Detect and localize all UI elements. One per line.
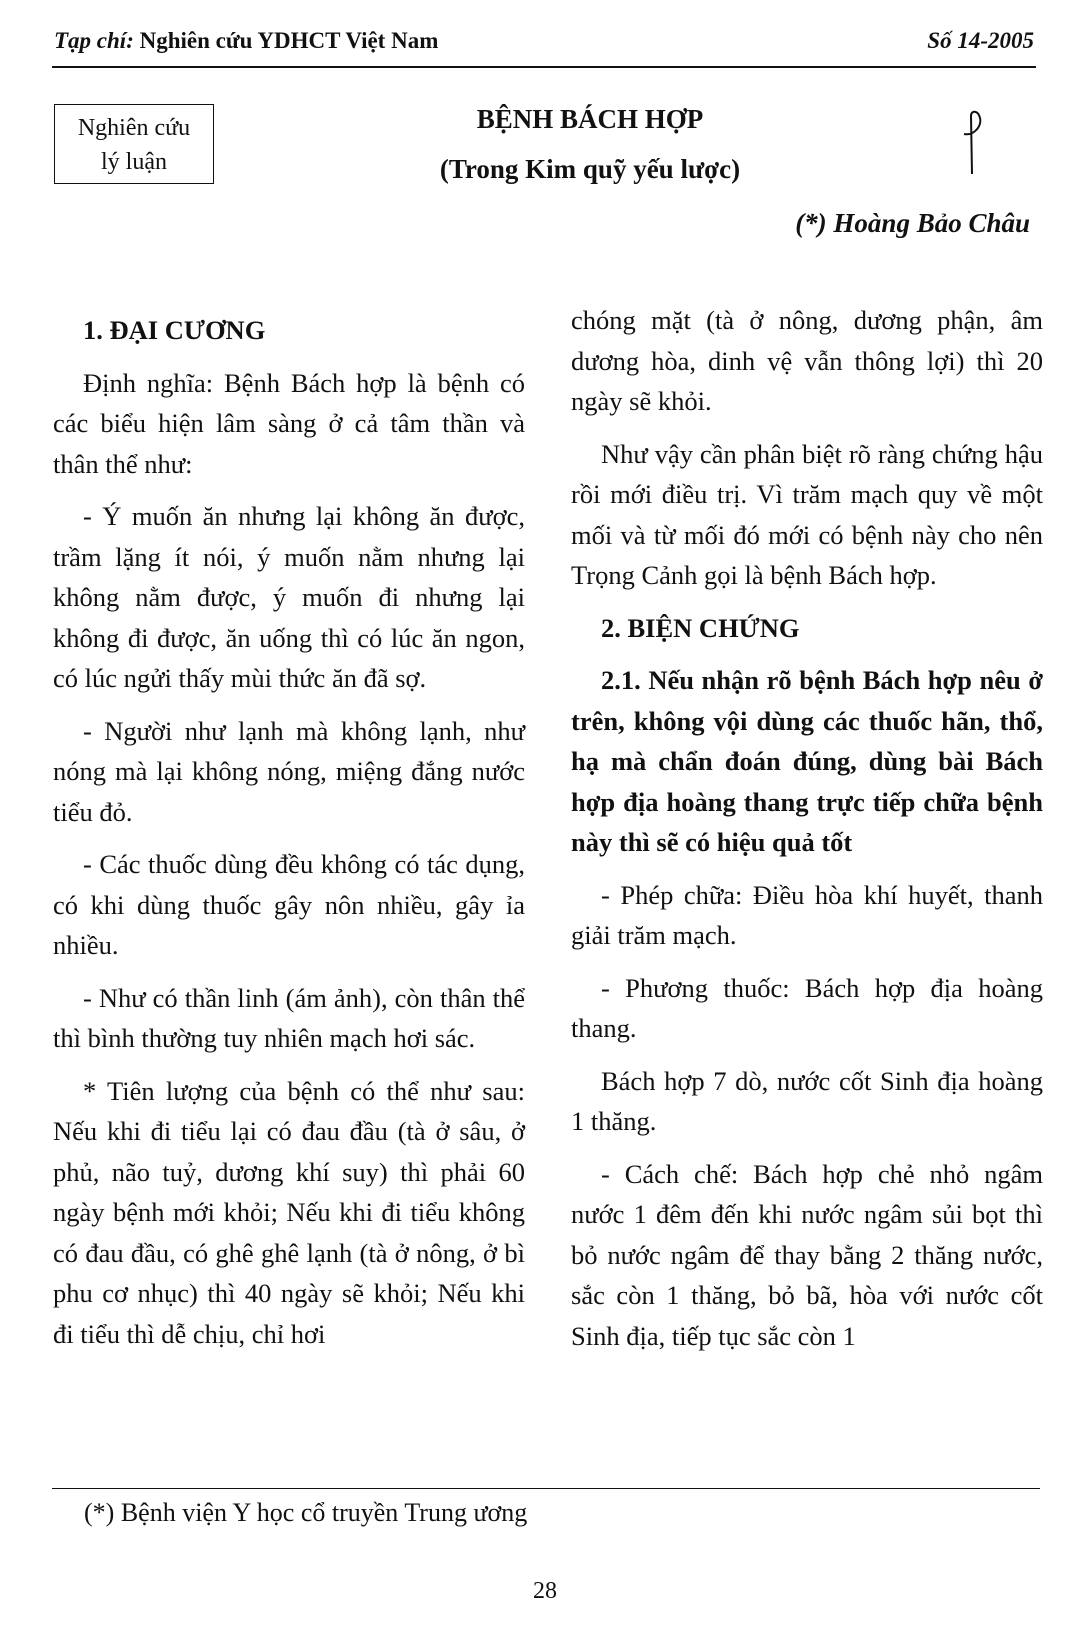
paragraph: - Phương thuốc: Bách hợp địa hoàng thang.	[571, 972, 1043, 1043]
section-heading: 2. BIỆN CHỨNG	[601, 612, 800, 643]
section-box-line: Nghiên cứu	[77, 115, 191, 141]
paragraph: Bách hợp 7 dò, nước cốt Sinh địa hoàng 1 thăng.	[571, 1065, 1043, 1136]
paragraph: Định nghĩa: Bệnh Bách hợp là bệnh có các biểu hiện lâm sàng ở cả tâm thần và thân thể như:	[53, 367, 525, 479]
paragraph: Như vậy cần phân biệt rõ ràng chứng hậu rồi mới điều trị. Vì trăm mạch quy về một mối và từ mối đó mới có bệnh này cho nên Trọng Cảnh gọi là bệnh Bách hợp.	[571, 438, 1043, 590]
subsection-heading: 2.1. Nếu nhận rõ bệnh Bách hợp nêu ở trên, không vội dùng các thuốc hãn, thổ, hạ mà chẩn đoán đúng, dùng bài Bách hợp địa hoàng thang trực tiếp chữa bệnh này thì sẽ có hiệu quả tốt	[571, 665, 1043, 857]
left-column	[53, 310, 525, 1366]
section-heading: 1. ĐẠI CƯƠNG	[83, 315, 266, 345]
paragraph: - Cách chế: Bách hợp chẻ nhỏ ngâm nước 1 đêm đến khi nước ngâm sủi bọt thì bỏ nước ngâm để thay bằng 2 thăng nước, sắc còn 1 thăng, bỏ bã, hòa với nước cốt Sinh địa, tiếp tục sắc còn 1	[571, 1158, 1043, 1351]
header-rule	[52, 66, 1036, 68]
paragraph: chóng mặt (tà ở nông, dương phận, âm dương hòa, dinh vệ vẫn thông lợi) thì 20 ngày sẽ khỏi.	[571, 305, 1043, 416]
journal-title: Tạp chí: Nghiên cứu YDHCT Việt Nam	[54, 28, 439, 53]
article-subtitle: (Trong Kim quỹ yếu lược)	[439, 154, 741, 184]
footnote-rule	[52, 1488, 1040, 1489]
handwritten-mark-icon	[958, 108, 988, 178]
article-title: BỆNH BÁCH HỢP	[476, 104, 704, 134]
paragraph: - Người như lạnh mà không lạnh, như nóng mà lại không nóng, miệng đắng nước tiểu đỏ.	[53, 715, 525, 827]
paragraph: - Như có thần linh (ám ảnh), còn thân thể thì bình thường tuy nhiên mạch hơi sác.	[53, 982, 525, 1053]
footnote: (*) Bệnh viện Y học cổ truyền Trung ương	[84, 1498, 528, 1527]
page-number: 28	[533, 1578, 557, 1604]
paragraph: - Phép chữa: Điều hòa khí huyết, thanh giải trăm mạch.	[571, 879, 1043, 950]
paragraph: * Tiên lượng của bệnh có thể như sau: Nếu khi đi tiểu lại có đau đầu (tà ở sâu, ở phủ, não tuỷ, dương khí suy) thì phải 60 ngày bệnh mới khỏi; Nếu khi đi tiểu không có đau đầu, có ghê ghê lạnh (tà ở nông, ở bì phu cơ nhục) thì 40 ngày sẽ khỏi; Nếu khi đi tiểu thì dễ chịu, chỉ hơi	[53, 1075, 525, 1349]
author: (*) Hoàng Bảo Châu	[795, 208, 1030, 238]
right-column	[571, 300, 1043, 1368]
section-box	[54, 104, 214, 184]
section-box-line: lý luận	[101, 149, 167, 175]
paragraph: - Các thuốc dùng đều không có tác dụng, có khi dùng thuốc gây nôn nhiều, gây ỉa nhiều.	[53, 849, 525, 960]
issue-number: Số 14-2005	[927, 28, 1034, 53]
running-header	[54, 28, 1034, 54]
paragraph: - Ý muốn ăn nhưng lại không ăn được, trầm lặng ít nói, ý muốn nằm nhưng lại không nằm được, ý muốn đi nhưng lại không đi được, ăn uống thì có lúc ăn ngon, có lúc ngửi thấy mùi thức ăn đã sợ.	[53, 501, 525, 693]
